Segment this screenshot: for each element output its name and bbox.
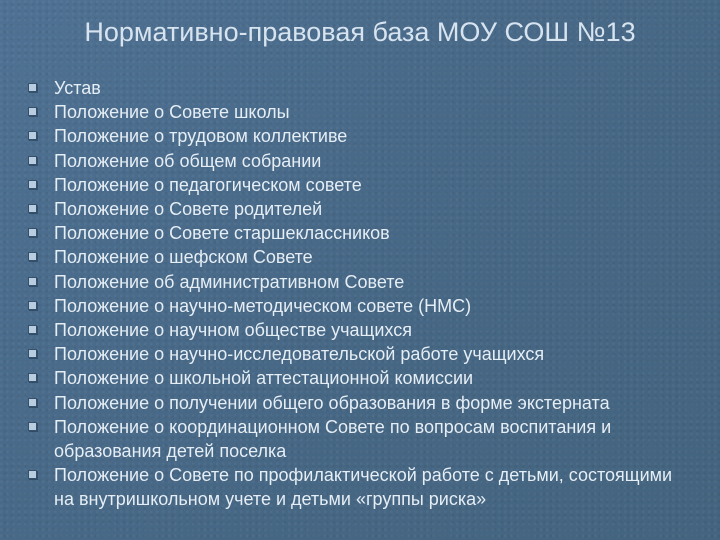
list-item <box>26 463 686 511</box>
square-bullet-icon <box>28 156 37 165</box>
list-item-text: Положение о научно-методическом совете (НМС) <box>54 295 472 316</box>
list-item-text: Положение о шефском Совете <box>54 247 313 268</box>
square-bullet-icon <box>28 180 37 189</box>
list-item <box>26 221 686 245</box>
list-item-text: Положение о трудовом коллективе <box>54 126 348 147</box>
square-bullet-icon <box>28 398 37 407</box>
list-item <box>26 100 686 124</box>
square-bullet-icon <box>28 83 37 92</box>
list-item-text: Положение о Совете родителей <box>54 199 323 220</box>
square-bullet-icon <box>28 301 37 310</box>
list-item <box>26 366 686 390</box>
square-bullet-icon <box>28 131 37 140</box>
list-item <box>26 149 686 173</box>
list-item <box>26 173 686 197</box>
square-bullet-icon <box>28 373 37 382</box>
square-bullet-icon <box>28 470 37 479</box>
list-item <box>26 76 686 100</box>
list-item <box>26 415 686 463</box>
list-item <box>26 245 686 269</box>
list-item <box>26 197 686 221</box>
regulation-list <box>26 76 686 512</box>
list-item <box>26 318 686 342</box>
list-item-text: Положение о научном обществе учащихся <box>54 320 412 341</box>
square-bullet-icon <box>28 325 37 334</box>
list-item <box>26 270 686 294</box>
list-item <box>26 391 686 415</box>
list-item-text: Положение о координационном Совете по вопросам воспитания и образования детей поселка <box>54 416 612 462</box>
square-bullet-icon <box>28 422 37 431</box>
slide-title: Нормативно-правовая база МОУ СОШ №13 <box>84 17 636 47</box>
list-item-text: Положение о получении общего образования в форме экстерната <box>54 392 610 413</box>
square-bullet-icon <box>28 204 37 213</box>
list-item <box>26 124 686 148</box>
list-item-text: Положение о педагогическом совете <box>54 174 362 195</box>
square-bullet-icon <box>28 277 37 286</box>
list-item-text: Положение о Совете старшеклассников <box>54 223 390 244</box>
list-item <box>26 294 686 318</box>
list-item-text: Положение о научно-исследовательской работе учащихся <box>54 344 545 365</box>
list-item-text: Положение об административном Совете <box>54 271 405 292</box>
square-bullet-icon <box>28 228 37 237</box>
list-item-text: Положение об общем собрании <box>54 150 322 171</box>
list-item <box>26 342 686 366</box>
list-item-text: Положение о Совете школы <box>54 102 290 123</box>
list-item-text: Положение о школьной аттестационной комиссии <box>54 368 474 389</box>
square-bullet-icon <box>28 107 37 116</box>
list-item-text: Положение о Совете по профилактической работе с детьми, состоящими на внутришкольном учете и детьми «группы риска» <box>54 465 673 510</box>
square-bullet-icon <box>28 349 37 358</box>
list-item-text: Устав <box>54 78 101 98</box>
square-bullet-icon <box>28 252 37 261</box>
